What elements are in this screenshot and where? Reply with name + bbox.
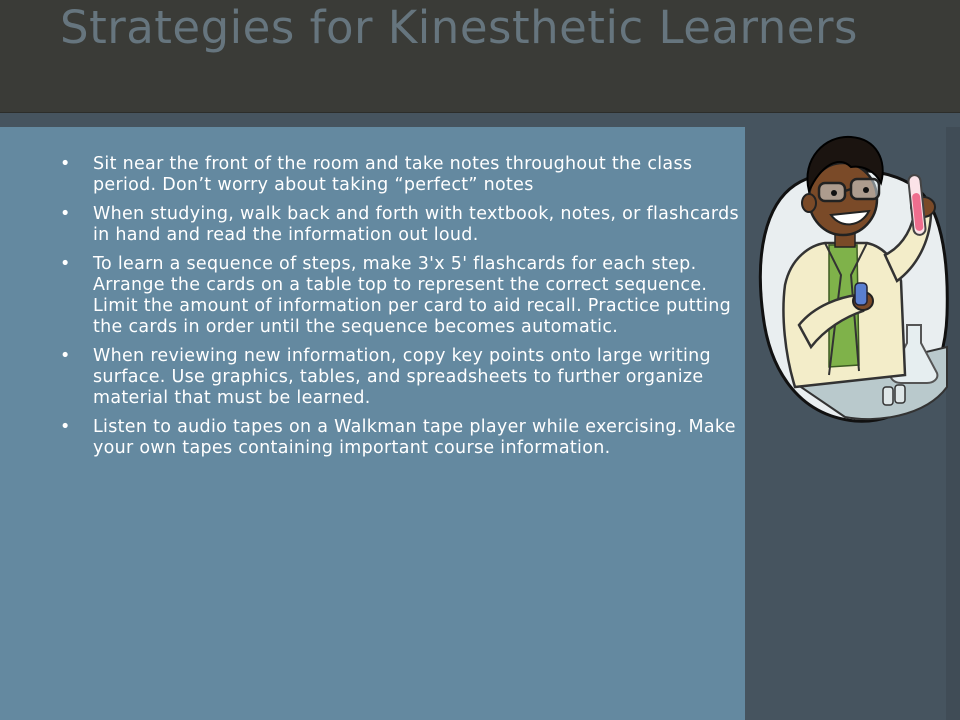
bullet-text: To learn a sequence of steps, make 3'x 5' flashcards for each step. Arrange the cards on a table top to represent the correct sequence. Limit the amount of information per card to aid recall. Practice putting the cards in order until the sequence becomes automatic. — [93, 254, 732, 337]
bullet-marker: • — [60, 154, 71, 174]
bullet-item — [60, 204, 740, 246]
bullet-marker: • — [60, 204, 71, 224]
bullet-item — [60, 417, 740, 459]
bullet-list — [60, 154, 740, 467]
slide-title: Strategies for Kinesthetic Learners — [60, 1, 858, 54]
scientist-illustration-icon — [755, 125, 950, 425]
bullet-text: When reviewing new information, copy key points onto large writing surface. Use graphics, tables, and spreadsheets to further organize material that must be learned. — [93, 346, 711, 408]
bullet-text: Listen to audio tapes on a Walkman tape player while exercising. Make your own tapes containing important course information. — [93, 417, 736, 458]
bullet-item — [60, 346, 740, 409]
title-bar — [0, 0, 960, 113]
bullet-marker: • — [60, 254, 71, 274]
bullet-text: Sit near the front of the room and take notes throughout the class period. Don’t worry about taking “perfect” notes — [93, 154, 693, 195]
bullet-marker: • — [60, 346, 71, 366]
bullet-text: When studying, walk back and forth with textbook, notes, or flashcards in hand and read the information out loud. — [93, 204, 739, 245]
bullet-marker: • — [60, 417, 71, 437]
bullet-item — [60, 154, 740, 196]
bullet-item — [60, 254, 740, 338]
